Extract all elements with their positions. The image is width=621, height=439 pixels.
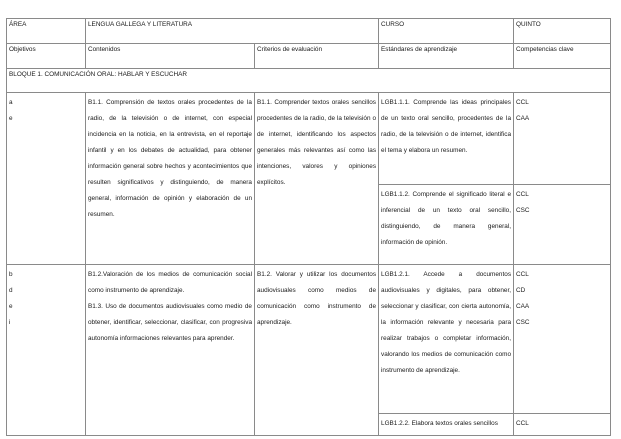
- competence-item: CSC: [516, 206, 530, 214]
- block-title-row: [7, 69, 611, 93]
- competence-item: CSC: [516, 318, 530, 326]
- criteria-paragraph: B1.1. Comprender textos orales sencillos procedentes de la radio, de la televisión o de internet, identificando los aspectos generales más relevantes así como las intenciones, valores y opiniones explícitos.: [257, 98, 377, 186]
- criteria-cell: [255, 93, 379, 265]
- competences-cell: [514, 414, 611, 436]
- standard-text: LGB1.1.2. Comprende el significado literal e inferencial de un texto oral sencillo, distinguiendo, de manera general, información de opinión.: [381, 190, 512, 246]
- competences-cell: [514, 93, 611, 185]
- standard-cell: [379, 414, 514, 436]
- column-header-objectives: Objetivos: [7, 44, 86, 69]
- table-row: [7, 93, 611, 185]
- standard-text: LGB1.2.2. Elabora textos orales sencillos: [381, 419, 498, 427]
- column-header-criteria: Criterios de evaluación: [255, 44, 379, 69]
- competence-item: CCL: [516, 270, 529, 278]
- objective-item: a: [9, 98, 13, 106]
- objective-item: d: [9, 286, 13, 294]
- competence-item: CD: [516, 286, 526, 294]
- column-header-standards: Estándares de aprendizaje: [379, 44, 514, 69]
- standard-text: LGB1.1.1. Comprende las ideas principales de un texto oral sencillo, procedentes de la radio, de la televisión o de internet, identifica el tema y elabora un resumen.: [381, 98, 512, 154]
- objective-item: i: [9, 318, 11, 326]
- objective-item: e: [9, 114, 13, 122]
- competence-item: CCL: [516, 190, 529, 198]
- criteria-paragraph: B1.2. Valorar y utilizar los documentos audiovisuales como medios de comunicación como instrumento de aprendizaje.: [257, 270, 377, 326]
- course-value: QUINTO: [514, 19, 611, 44]
- content-paragraph: B1.1. Comprensión de textos orales procedentes de la radio, de la televisión o de internet, con especial incidencia en la noticia, en la entrevista, en el reportaje infantil y en los debates de actualidad, para obtener información general sobre hechos y acontecimientos que resulten significativos y distinguiendo, de manera general, información de opinión y elaboración de un resumen.: [88, 98, 252, 218]
- content-paragraph: B1.3. Uso de documentos audiovisuales como medio de obtener, identificar, seleccionar, clasificar, con progresiva autonomía informaciones relevantes para aprender.: [88, 302, 252, 342]
- competence-item: CCL: [516, 98, 529, 106]
- contents-cell: [86, 93, 255, 265]
- content-paragraph: B1.2.Valoración de los medios de comunicación social como instrumento de aprendizaje.: [88, 270, 252, 294]
- standard-text: LGB1.2.1. Accede a documentos audiovisuales y digitales, para obtener, seleccionar y clasificar, con cierta autonomía, la información relevante y necesaria para realizar trabajos o completar información, valorando los medios de comunicación como instrumento de aprendizaje.: [381, 270, 512, 374]
- competences-cell: [514, 265, 611, 414]
- standard-cell: [379, 93, 514, 185]
- competence-item: CAA: [516, 302, 530, 310]
- contents-cell: [86, 265, 255, 436]
- column-header-competences: Competencias clave: [514, 44, 611, 69]
- curriculum-table: [6, 18, 611, 436]
- criteria-cell: [255, 265, 379, 436]
- competence-item: CAA: [516, 114, 530, 122]
- standard-cell: [379, 185, 514, 265]
- table-row: [7, 265, 611, 414]
- standard-cell: [379, 265, 514, 414]
- area-label: ÁREA: [7, 19, 86, 44]
- competences-cell: [514, 185, 611, 265]
- objective-item: e: [9, 302, 13, 310]
- column-header-contents: Contenidos: [86, 44, 255, 69]
- block-title: BLOQUE 1. COMUNICACIÓN ORAL: HABLAR Y ESCUCHAR: [7, 69, 611, 93]
- subject-name: LENGUA GALLEGA Y LITERATURA: [86, 19, 379, 44]
- objectives-cell: [7, 93, 86, 265]
- objective-item: b: [9, 270, 13, 278]
- objectives-cell: [7, 265, 86, 436]
- header-row: [7, 19, 611, 44]
- column-headers-row: [7, 44, 611, 69]
- competence-item: CCL: [516, 419, 529, 427]
- course-label: CURSO: [379, 19, 514, 44]
